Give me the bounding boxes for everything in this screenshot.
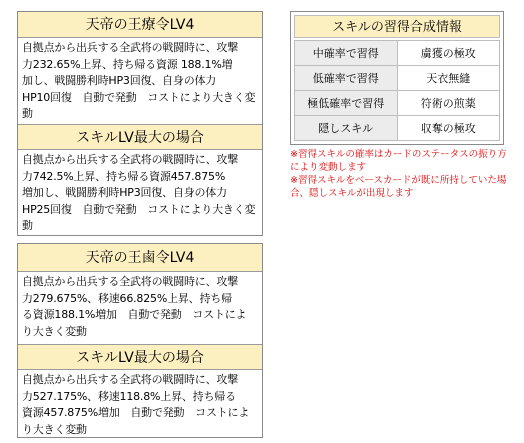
synthesis-title: スキルの習得合成情報 (294, 15, 500, 38)
desc-line: 力232.65%上昇、持ち帰る資源 188.1%増 (22, 57, 233, 71)
desc-line: 力279.675%、移速66.825%上昇、持ち帰 (22, 291, 232, 305)
skill-description (18, 38, 262, 124)
table-row (295, 41, 500, 66)
desc-line: 自拠点から出兵する全武将の戦闘時に、攻撃 (22, 41, 238, 54)
desc-line: 自拠点から出兵する全武将の戦闘時に、攻撃 (22, 275, 238, 288)
table-row (295, 116, 500, 141)
skill-card-ourorei (17, 243, 263, 438)
desc-line: 力527.175%、移速118.8%上昇、持ち帰る (22, 389, 236, 403)
table-row (295, 66, 500, 91)
desc-line: 自拠点から出兵する全武将の戦闘時に、攻撃 (22, 153, 238, 166)
synthesis-notes (290, 148, 518, 200)
desc-line: HP25回復 自動で発動 コストにより大きく変動 (22, 202, 256, 232)
max-level-description (18, 150, 262, 237)
desc-line: 増加し、戦闘勝利時HP3回復、自身の体力 (22, 186, 227, 199)
probability-label: 中確率で習得 (295, 41, 398, 66)
desc-line: 自拠点から出兵する全武将の戦闘時に、攻撃 (22, 373, 238, 386)
skill-name: 符術の煎薬 (397, 91, 500, 116)
note-line: ※習得スキルの確率はカードのステータスの振り方 (290, 149, 507, 160)
probability-label: 低確率で習得 (295, 66, 398, 91)
note-line: ※習得スキルをベースカードが既に所持していた場 (290, 175, 507, 186)
skill-name: 虜獲の極攻 (397, 41, 500, 66)
skill-card-ouryourei (17, 11, 263, 236)
probability-label: 隠しスキル (295, 116, 398, 141)
skill-title: 天帝の王療令LV4 (18, 12, 262, 38)
desc-line: る資源188.1%増加 自動で発動 コストによ (22, 308, 247, 321)
note-line: により変動します (290, 162, 367, 173)
desc-line: り大きく変動 (22, 422, 87, 436)
table-row (295, 91, 500, 116)
max-level-title: スキルLV最大の場合 (18, 124, 262, 150)
max-level-description (18, 370, 262, 440)
desc-line: り大きく変動 (22, 324, 87, 338)
skill-description (18, 272, 262, 344)
desc-line: 加し、戦闘勝利時HP3回復、自身の体力 (22, 74, 217, 87)
skill-name: 天衣無縫 (397, 66, 500, 91)
note-line: 合、隠しスキルが出現します (290, 188, 414, 199)
desc-line: 力742.5%上昇、持ち帰る資源457.875% (22, 169, 226, 183)
synthesis-info-panel (290, 11, 504, 145)
skill-title: 天帝の王鹵令LV4 (18, 244, 262, 272)
desc-line: HP10回復 自動で発動 コストにより大きく変動 (22, 90, 256, 120)
skill-name: 収奪の極攻 (397, 116, 500, 141)
max-level-title: スキルLV最大の場合 (18, 344, 262, 370)
synthesis-table (294, 40, 500, 141)
desc-line: 資源457.875%増加 自動で発動 コストによ (22, 406, 250, 419)
probability-label: 極低確率で習得 (295, 91, 398, 116)
